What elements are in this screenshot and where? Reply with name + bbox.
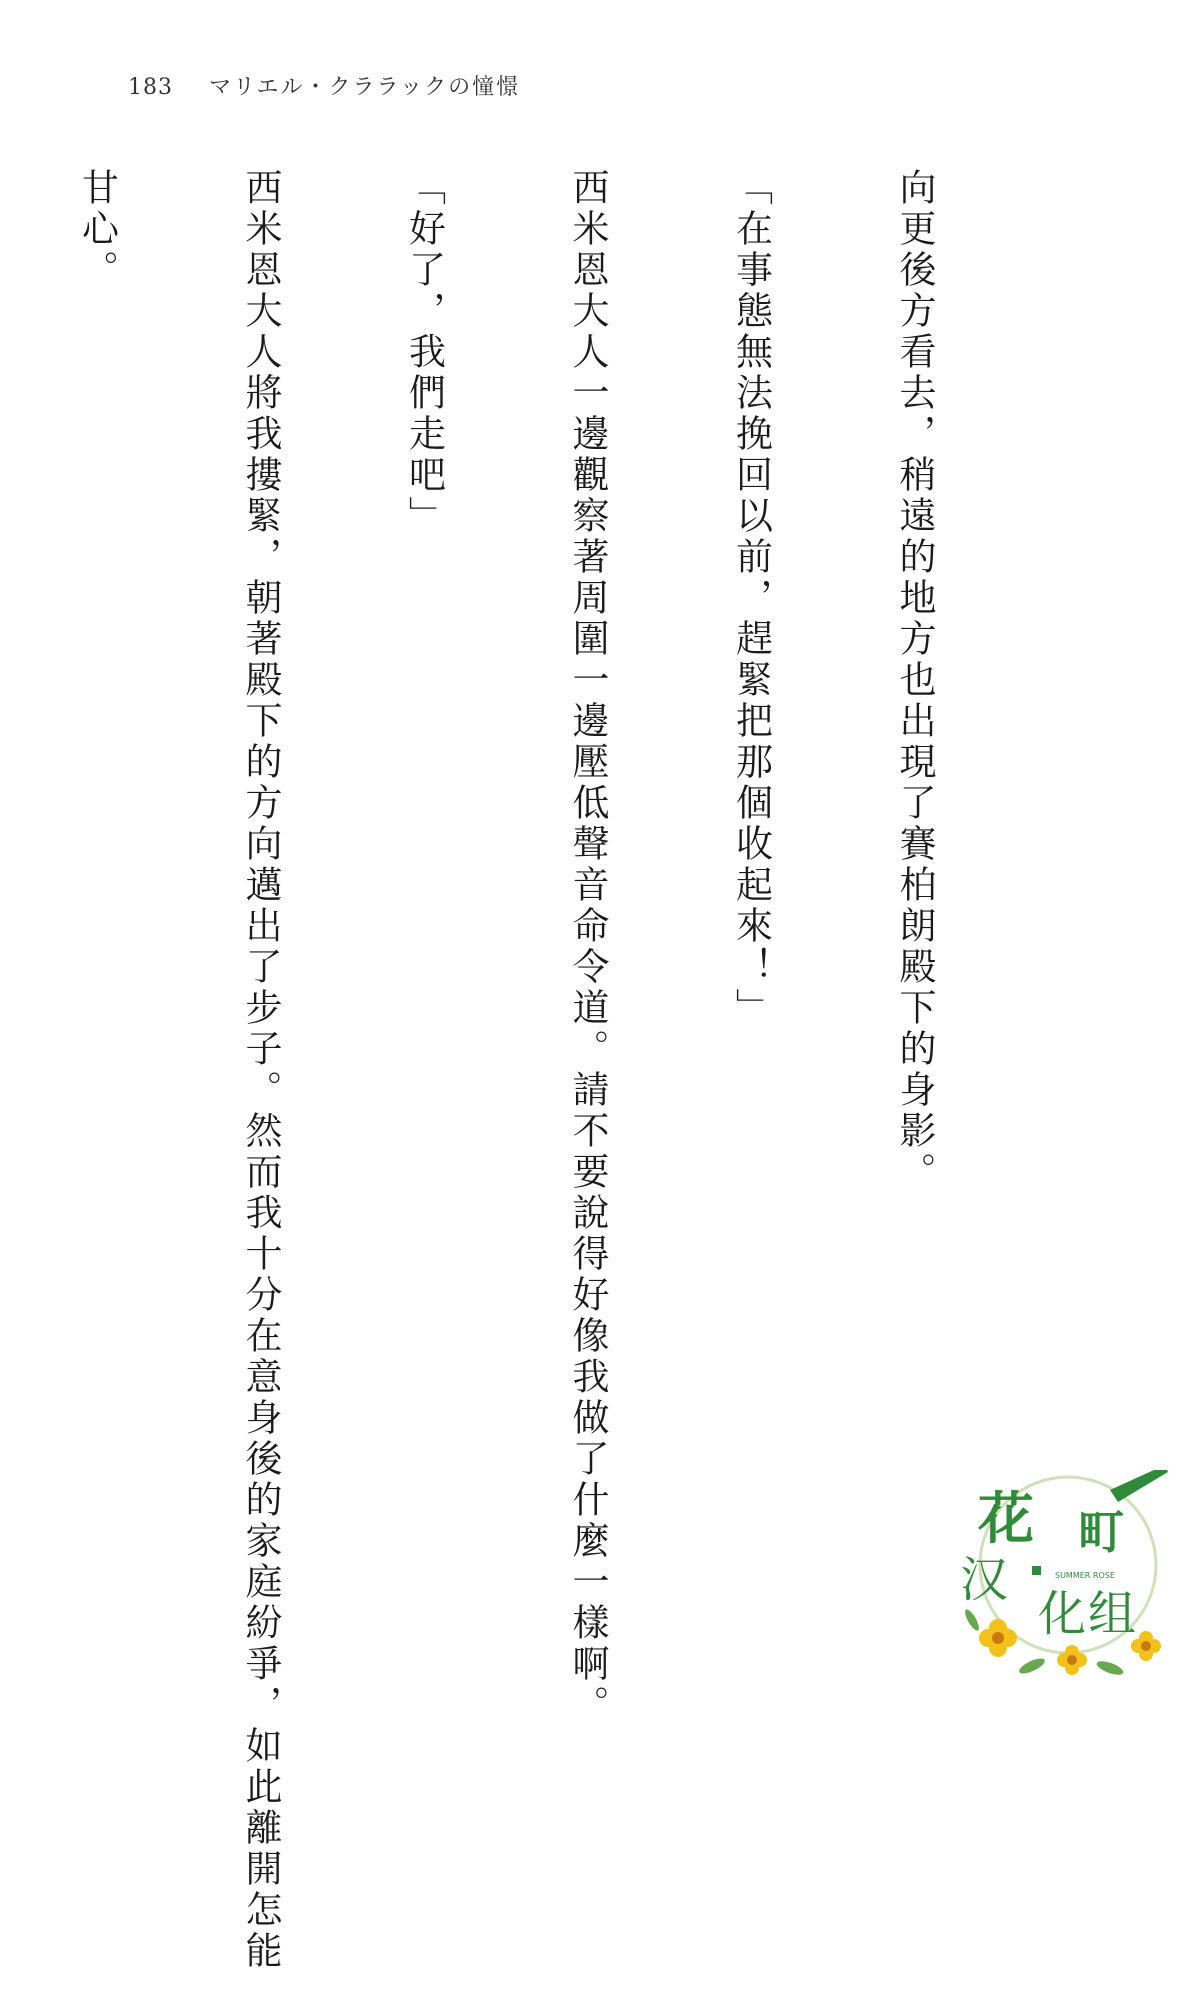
logo-char-ding: 町 bbox=[1078, 1505, 1124, 1559]
text-line: 西米恩大人將我摟緊，朝著殿下的方向邁出了步子。然而我十分在意身後的家庭紛爭，如此離開怎能 bbox=[239, 168, 282, 1972]
vertical-text-body bbox=[0, 168, 1050, 1972]
logo-dot bbox=[1032, 1566, 1041, 1575]
logo-small-text: SUMMER ROSE bbox=[1055, 1571, 1115, 1580]
logo-char-hua2: 化 bbox=[1038, 1586, 1087, 1642]
running-header bbox=[128, 70, 520, 101]
logo-char-han: 汉 bbox=[960, 1552, 1009, 1608]
text-line: 甘心。 bbox=[75, 168, 119, 291]
flower-icon bbox=[1057, 1645, 1087, 1675]
text-line: 向更後方看去，稍遠的地方也出現了賽柏朗殿下的身影。 bbox=[893, 168, 936, 1193]
leaf-icon bbox=[1017, 1656, 1047, 1677]
text-line: 「好了，我們走吧」 bbox=[402, 168, 446, 537]
leaf-icon bbox=[1095, 1659, 1125, 1678]
leaf-icon bbox=[963, 1608, 982, 1633]
translation-group-logo bbox=[960, 1470, 1175, 1680]
pen-stroke-icon bbox=[1110, 1470, 1168, 1502]
book-title: マリエル・クララックの憧憬 bbox=[209, 75, 521, 100]
logo-char-hua: 花 bbox=[978, 1487, 1034, 1552]
flower-icon bbox=[979, 1619, 1017, 1657]
page-number: 183 bbox=[128, 75, 173, 100]
logo-char-zu: 组 bbox=[1088, 1586, 1137, 1642]
text-line: 西米恩大人一邊觀察著周圍一邊壓低聲音命令道。請不要說得好像我做了什麼一樣啊。 bbox=[566, 168, 609, 1726]
text-line: 「在事態無法挽回以前，趕緊把那個收起來！」 bbox=[729, 168, 773, 1029]
